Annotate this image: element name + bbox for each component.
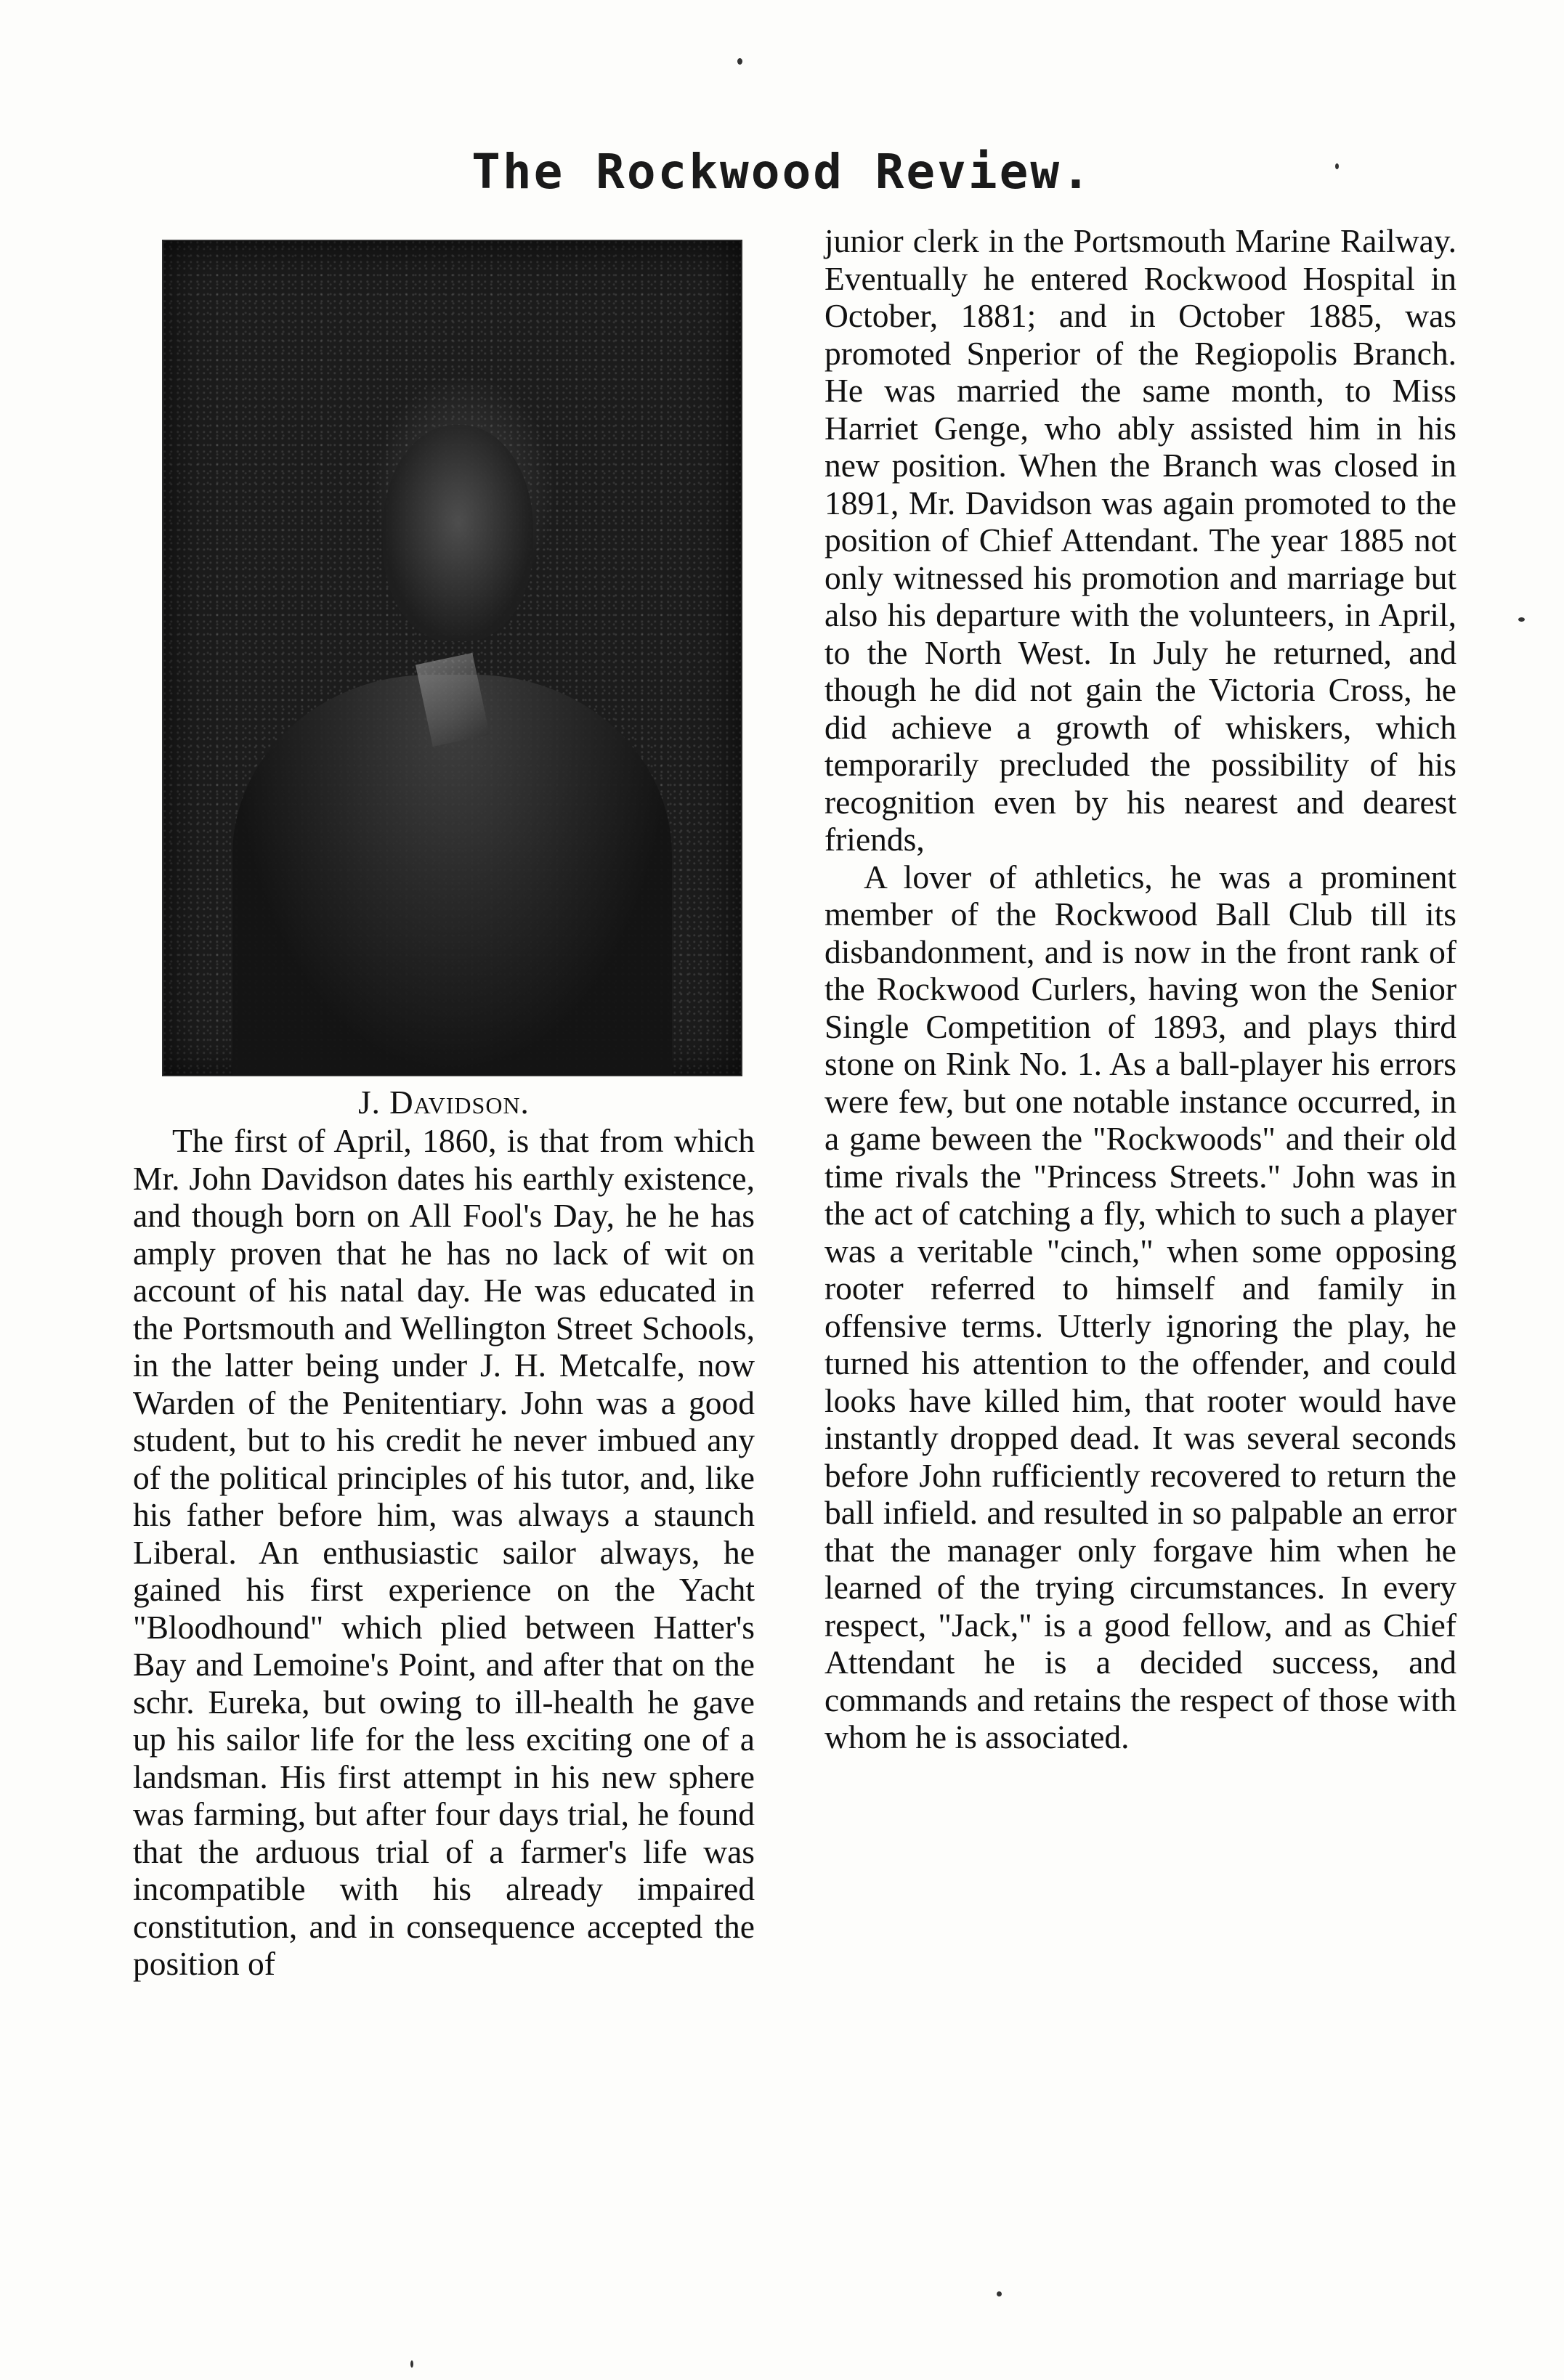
left-paragraph-1: The first of April, 1860, is that from which Mr. John Davidson dates his earthly existence, and though born on All Fool's Day, he he has amply proven that he has no lack of wit on account of his natal day. He was educated in the Portsmouth and Wellington Street Schools, in the latter being under J. H. Metcalfe, now Warden of the Penitentiary. John was a good student, but to his credit he never imbued any of the political principles of his tutor, and, like his father before him, was always a staunch Liberal. An enthusiastic sailor always, he gained his first experience on the Yacht "Bloodhound" which plied between Hatter's Bay and Lemoine's Point, and after that on the schr. Eureka, but owing to ill-health he gave up his sailor life for the less exciting one of a landsman. His first attempt in his new sphere was farming, but after four days trial, he found that the arduous trial of a farmer's life was incompatible with his already impaired constitution, and in consequence accepted the position of [133,1122,755,1982]
print-speck [1518,617,1525,622]
left-column [133,1122,755,1983]
print-speck [737,58,742,65]
portrait-caption-text: J. Davidson. [358,1084,530,1121]
right-paragraph-2: A lover of athletics, he was a prominent member of the Rockwood Ball Club till its disbandonment, and is now in the front rank of the Rockwood Curlers, having won the Senior Single Competition of 1893, and plays third stone on Rink No. 1. As a ball-player his errors were few, but one notable instance occurred, in a game beween the "Rockwoods" and their old time rivals the "Princess Streets." John was in the act of catching a fly, which to such a player was a veritable "cinch," when some opposing rooter referred to himself and family in offensive terms. Utterly ignoring the play, he turned his attention to the offender, and could looks have killed him, that rooter would have instantly dropped dead. It was several seconds before John rufficiently recovered to return the ball infield. and resulted in so palpable an error that the manager only forgave him when he learned of the trying circumstances. In every respect, "Jack," is a good fellow, and as Chief Attendant he is a decided success, and commands and retains the respect of those with whom he is associated. [824,858,1456,1755]
portrait-photo [162,240,742,1076]
print-speck [997,2291,1002,2296]
page-title: The Rockwood Review. [471,144,1093,200]
print-speck [410,2360,413,2368]
print-speck [1335,163,1339,169]
right-paragraph-1: junior clerk in the Portsmouth Marine Railway. Eventually he entered Rockwood Hospital in October, 1881; and in October 1885, was promoted Snperior of the Regiopolis Branch. He was married the same month, to Miss Harriet Genge, who ably assisted him in his new position. When the Branch was closed in 1891, Mr. Davidson was again promoted to the position of Chief Attendant. The year 1885 not only witnessed his promotion and marriage but also his departure with the volunteers, in April, to the North West. In July he returned, and though he did not gain the Victoria Cross, he did achieve a growth of whiskers, which temporarily precluded the possibility of his recognition even by his nearest and dearest friends, [824,222,1456,858]
portrait-head [383,425,533,641]
portrait-caption [133,1084,755,1121]
right-column [824,222,1456,1756]
